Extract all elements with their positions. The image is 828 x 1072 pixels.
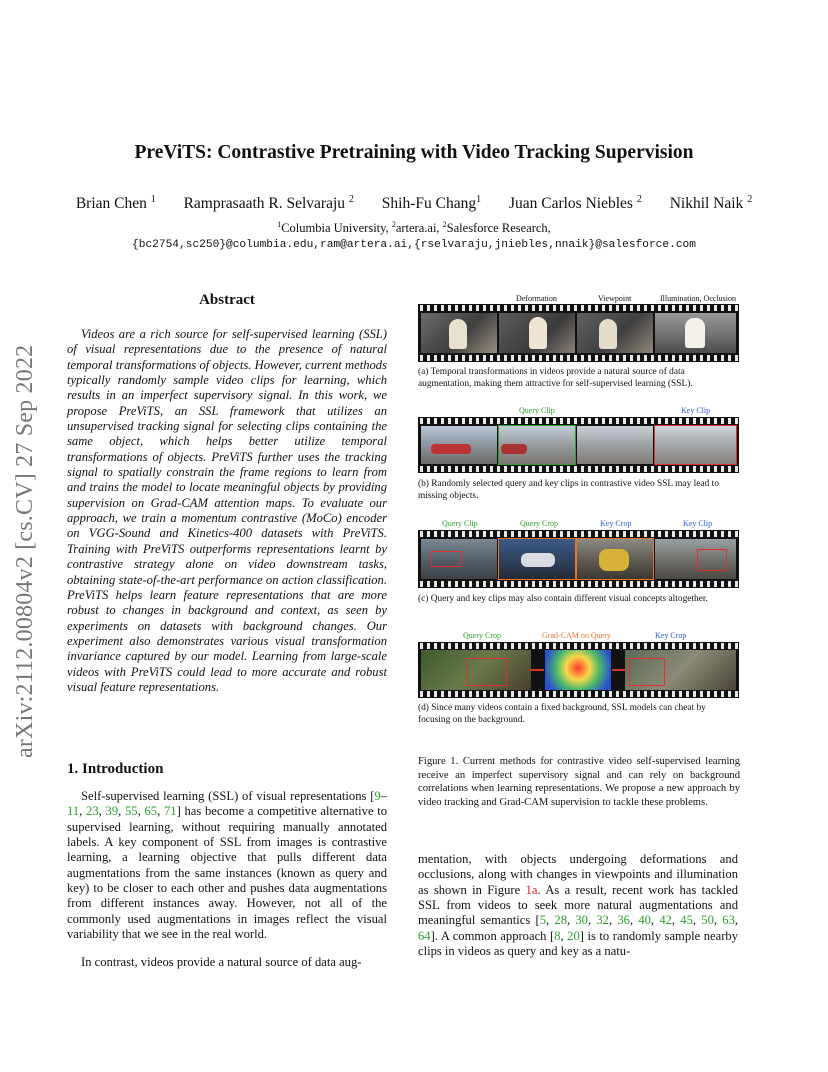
- citation-group: 5, 28, 30, 32, 36, 40, 42, 45, 50, 63, 64: [418, 913, 739, 943]
- fig-d-label-query-crop: Query Crop: [463, 631, 501, 640]
- affiliations: $^1$Columbia University, $^2$artera.ai, $^2$Salesforce Research,: [277, 220, 551, 236]
- citation[interactable]: 42: [659, 913, 672, 928]
- citation[interactable]: 23: [86, 804, 99, 819]
- video-frame: [421, 650, 531, 690]
- paper-title: PreViTS: Contrastive Pretraining with Video Tracking Supervision: [134, 142, 694, 163]
- fig-c-label-key-clip: Key Clip: [683, 519, 713, 528]
- film-strip-d: [418, 642, 739, 698]
- fig-d-label-gradcam: Grad-CAM on Query: [542, 631, 611, 640]
- citation[interactable]: 55: [125, 804, 138, 819]
- gradcam-heatmap: [545, 650, 611, 690]
- video-frame: [499, 313, 575, 353]
- author: Ramprasaath R. Selvaraju $^2$: [183, 194, 354, 213]
- citation[interactable]: 45: [680, 913, 693, 928]
- citation[interactable]: 28: [554, 913, 567, 928]
- intro-paragraph-2: In contrast, videos provide a natural source of data aug-: [81, 955, 362, 969]
- citation[interactable]: 30: [575, 913, 588, 928]
- fig-b-label-query: Query Clip: [519, 406, 555, 415]
- intro-paragraph-1: Self-supervised learning (SSL) of visual representations [9–11, 23, 39, 55, 65, 71] has become a competitive alternative to supervised learning, without requiring manually annotated labels. A key component of SSL from images is contrastive learning, a learning objective that pulls different data augmentations from the same instances (known as query and key) to be closer to each other and pushes data augmentations from different instances away. However, not all of the commonly used augmentations in images reflect the visual variability that we see in the real world.: [67, 789, 388, 942]
- figure-1-caption: Figure 1. Current methods for contrastive video self-supervised learning receive an imperfect supervisory signal and can rely on background correlations when learning representations. We propose a new approach by video tracking and Grad-CAM supervision to tackle these problems.: [418, 756, 740, 808]
- figure-reference[interactable]: 1a: [525, 882, 538, 897]
- citation[interactable]: 64: [418, 928, 431, 943]
- citation[interactable]: 8: [554, 928, 561, 943]
- citation[interactable]: 9: [374, 789, 381, 803]
- abstract-heading: Abstract: [199, 292, 255, 308]
- arxiv-stamp: [12, 288, 52, 758]
- fig-c-label-key-crop: Key Crop: [600, 519, 632, 528]
- section-heading-introduction: 1. Introduction: [67, 761, 164, 777]
- fig-c-label-query-crop: Query Crop: [520, 519, 558, 528]
- citation[interactable]: 20: [567, 928, 580, 943]
- fig-c-label-query-clip: Query Clip: [442, 519, 478, 528]
- author: Brian Chen $^1$: [75, 194, 156, 213]
- citation[interactable]: 39: [105, 804, 119, 819]
- fig-a-caption: (a) Temporal transformations in videos provide a natural source of data augmentation, making them attractive for self-supervised learning (SSL).: [418, 367, 693, 389]
- fig-a-label-viewpoint: Viewpoint: [598, 294, 632, 303]
- query-clip-box: [498, 425, 576, 465]
- citation[interactable]: 65: [144, 804, 158, 819]
- key-clip-box: [654, 425, 737, 465]
- citation[interactable]: 40: [638, 913, 651, 928]
- video-frame: [655, 313, 736, 353]
- video-frame: [577, 313, 653, 353]
- video-frame: [421, 426, 497, 464]
- author: Juan Carlos Niebles $^2$: [508, 194, 642, 213]
- film-strip-a: [418, 304, 739, 362]
- fig-b-caption: (b) Randomly selected query and key clips in contrastive video SSL may lead to missing objects.: [418, 479, 719, 501]
- citation[interactable]: 63: [722, 913, 735, 928]
- film-strip-b: [418, 417, 739, 473]
- fig-d-caption: (d) Since many videos contain a fixed background, SSL models can cheat by focusing on the background.: [418, 703, 706, 725]
- citation-group: 8, 20: [554, 928, 580, 943]
- fig-a-label-illumination: Illumination, Occlusion: [660, 294, 736, 303]
- query-crop-box: [498, 538, 576, 580]
- fig-a-label-deformation: Deformation: [516, 294, 557, 303]
- citation[interactable]: 11: [67, 804, 80, 819]
- citation[interactable]: 71: [163, 804, 177, 819]
- video-frame: [655, 539, 736, 579]
- intro-paragraph-continued: mentation, with objects undergoing deformations and occlusions, along with changes in viewpoints and illumination as shown in Figure 1a. As a result, recent work has tackled SSL from videos to seek more natural augmentations and meaningful semantics [5, 28, 30, 32, 36, 40, 42, 45, 50, 63, 64]. A common approach [8, 20] is to randomly sample nearby clips in videos as query and key as a natu-: [418, 852, 739, 959]
- fig-b-label-key: Key Clip: [681, 406, 711, 415]
- fig-c-caption: (c) Query and key clips may also contain different visual concepts altogether.: [418, 594, 708, 604]
- author-emails: {bc2754,sc250}@columbia.edu,ram@artera.ai,{rselvaraju,jniebles,nnaik}@salesforce.com: [132, 239, 696, 251]
- citation[interactable]: 32: [596, 913, 609, 928]
- author: Shih-Fu Chang$^1$: [381, 194, 482, 213]
- citation[interactable]: 5: [539, 913, 546, 928]
- video-frame: [577, 426, 653, 464]
- citation[interactable]: 36: [617, 913, 630, 928]
- citation[interactable]: 50: [701, 913, 714, 928]
- abstract-text: Videos are a rich source for self-supervised learning (SSL) of visual representations due to the presence of natural temporal transformations of objects. However, current methods typically randomly sample video clips for learning, which results in an imperfect supervisory signal. In this work, we propose PreViTS, an SSL framework that utilizes an unsupervised tracking signal for selecting clips containing the same object, which helps better utilize temporal transformations of objects. PreViTS further uses the tracking signal to spatially constrain the frame regions to learn from and trains the model to locate meaningful objects by providing supervision on Grad-CAM attention maps. To evaluate our approach, we train a momentum contrastive (MoCo) encoder on VGG-Sound and Kinetics-400 datasets with PreViTS. Training with PreViTS outperforms representations learnt by contrastive strategy alone on video downstream tasks, obtaining state-of-the-art performance on action classification. PreViTS helps learn feature representations that are more robust to changes in background and context, as seen by experiments on datasets with background changes. Our experiment also demonstrates various visual transformation invariance captured by our model. Learning from large-scale videos with PreViTS could lead to more accurate and robust visual feature representations.: [67, 327, 387, 694]
- video-frame: [421, 313, 497, 353]
- author: Nikhil Naik $^2$: [669, 194, 753, 213]
- author-list: [0, 194, 828, 213]
- film-strip-c: [418, 530, 739, 588]
- video-frame: [625, 650, 736, 690]
- arxiv-id: arXiv:2112.00804v2 [cs.CV] 27 Sep 2022: [12, 344, 38, 758]
- fig-d-label-key-crop: Key Crop: [655, 631, 687, 640]
- key-crop-box: [576, 538, 654, 580]
- video-frame: [421, 539, 497, 579]
